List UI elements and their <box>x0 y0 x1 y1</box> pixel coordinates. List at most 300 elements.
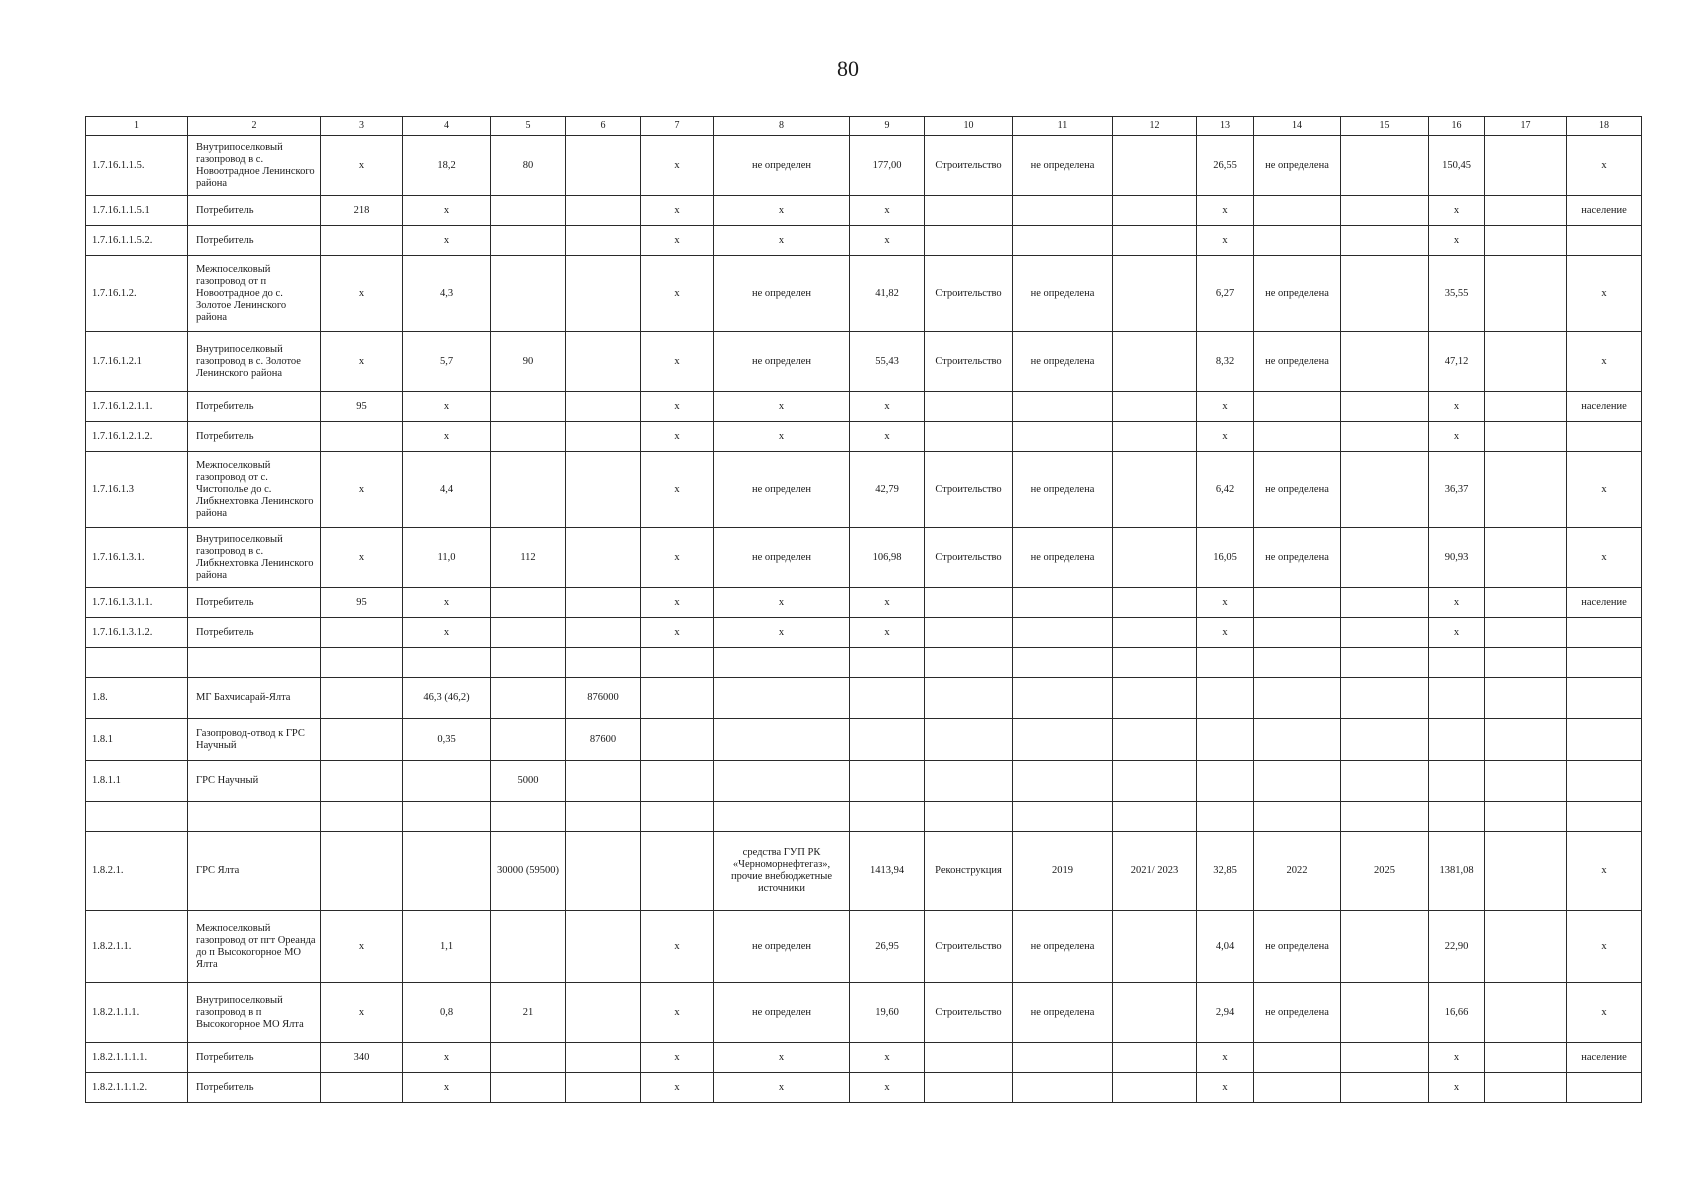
table-cell: Межпоселковый газопровод от пгт Ореанда до п Высокогорное МО Ялта <box>188 911 321 983</box>
table-cell <box>1013 1043 1113 1073</box>
table-cell <box>1113 256 1197 332</box>
header-cell: 6 <box>566 117 641 136</box>
table-cell <box>1113 196 1197 226</box>
table-cell <box>1485 802 1567 832</box>
table-cell <box>1013 1073 1113 1103</box>
table-cell: Потребитель <box>188 1073 321 1103</box>
table-cell <box>925 1043 1013 1073</box>
table-cell: Потребитель <box>188 1043 321 1073</box>
table-cell <box>850 648 925 678</box>
table-cell: 95 <box>321 392 403 422</box>
table-cell: не определена <box>1013 136 1113 196</box>
table-cell <box>566 1073 641 1103</box>
table-cell: х <box>1197 618 1254 648</box>
table-cell: не определена <box>1254 452 1341 528</box>
table-cell <box>1485 528 1567 588</box>
table-cell: х <box>321 911 403 983</box>
table-cell: х <box>714 226 850 256</box>
table-cell: х <box>1429 196 1485 226</box>
header-cell: 1 <box>86 117 188 136</box>
table-cell <box>1567 618 1642 648</box>
table-cell <box>1254 422 1341 452</box>
header-cell: 8 <box>714 117 850 136</box>
table-cell <box>1567 422 1642 452</box>
table-row <box>86 332 1642 392</box>
table-cell: 0,8 <box>403 983 491 1043</box>
table-cell: ГРС Научный <box>188 761 321 802</box>
table-cell <box>1013 719 1113 761</box>
table-cell: Потребитель <box>188 196 321 226</box>
table-cell: 80 <box>491 136 566 196</box>
table-cell: 1.7.16.1.1.5.2. <box>86 226 188 256</box>
table-cell <box>1254 588 1341 618</box>
table-cell: 1.8.2.1.1.1.2. <box>86 1073 188 1103</box>
table-cell <box>321 719 403 761</box>
table-cell: х <box>321 256 403 332</box>
table-cell <box>491 678 566 719</box>
table-cell: Строительство <box>925 256 1013 332</box>
table-cell <box>1113 422 1197 452</box>
table-cell <box>1254 719 1341 761</box>
table-cell: 36,37 <box>1429 452 1485 528</box>
table-cell: х <box>850 392 925 422</box>
table-cell <box>1341 1043 1429 1073</box>
table-cell: 1413,94 <box>850 832 925 911</box>
table-cell: не определен <box>714 256 850 332</box>
table-cell: население <box>1567 1043 1642 1073</box>
table-cell: 1381,08 <box>1429 832 1485 911</box>
table-cell: 95 <box>321 588 403 618</box>
table-cell: не определен <box>714 911 850 983</box>
table-cell <box>1341 802 1429 832</box>
table-cell <box>1485 1043 1567 1073</box>
table-cell: 1,1 <box>403 911 491 983</box>
table-cell <box>566 832 641 911</box>
table-cell: 42,79 <box>850 452 925 528</box>
table-cell <box>566 226 641 256</box>
table-cell <box>566 761 641 802</box>
table-cell: население <box>1567 392 1642 422</box>
table-cell: не определен <box>714 452 850 528</box>
table-cell <box>1429 648 1485 678</box>
table-cell: Внутрипоселковый газопровод в с. Новоотрадное Ленинского района <box>188 136 321 196</box>
table-cell: х <box>641 226 714 256</box>
table-cell <box>1013 618 1113 648</box>
table-cell <box>566 528 641 588</box>
table-cell <box>321 1073 403 1103</box>
table-cell: Потребитель <box>188 422 321 452</box>
table-cell: 11,0 <box>403 528 491 588</box>
table-cell <box>1113 332 1197 392</box>
table-cell: 1.7.16.1.3.1. <box>86 528 188 588</box>
table-cell: 2022 <box>1254 832 1341 911</box>
table-cell <box>925 588 1013 618</box>
table-cell <box>714 678 850 719</box>
table-cell <box>1485 588 1567 618</box>
table-cell: 1.7.16.1.2.1 <box>86 332 188 392</box>
table-cell: 2019 <box>1013 832 1113 911</box>
table-cell <box>925 618 1013 648</box>
table-cell <box>321 422 403 452</box>
table-cell: 90 <box>491 332 566 392</box>
table-cell <box>714 802 850 832</box>
table-cell: 22,90 <box>1429 911 1485 983</box>
table-cell <box>1341 618 1429 648</box>
table-cell: х <box>1197 1073 1254 1103</box>
table-cell <box>925 422 1013 452</box>
table-cell <box>1113 588 1197 618</box>
table-cell <box>1341 648 1429 678</box>
table-cell <box>641 648 714 678</box>
table-cell <box>1485 719 1567 761</box>
table-cell: 112 <box>491 528 566 588</box>
table-cell: х <box>1429 1043 1485 1073</box>
table-cell <box>1113 648 1197 678</box>
table-cell: х <box>641 392 714 422</box>
table-cell: х <box>1567 452 1642 528</box>
table-cell <box>491 196 566 226</box>
table-cell: х <box>1567 332 1642 392</box>
table-cell: 1.7.16.1.3 <box>86 452 188 528</box>
table-cell <box>321 802 403 832</box>
table-cell <box>1113 1073 1197 1103</box>
table-cell <box>1197 761 1254 802</box>
table-cell: Строительство <box>925 452 1013 528</box>
table-cell <box>86 802 188 832</box>
table-cell <box>1567 761 1642 802</box>
table-cell: 1.7.16.1.1.5.1 <box>86 196 188 226</box>
table-cell: х <box>1197 392 1254 422</box>
table-cell <box>491 648 566 678</box>
table-cell: 2021/ 2023 <box>1113 832 1197 911</box>
table-cell: 26,55 <box>1197 136 1254 196</box>
table-cell <box>1197 678 1254 719</box>
table-cell: х <box>403 1073 491 1103</box>
table-cell <box>925 802 1013 832</box>
table-cell: 1.8.1.1 <box>86 761 188 802</box>
table-cell <box>1197 719 1254 761</box>
table-cell <box>1567 719 1642 761</box>
table-cell <box>1013 392 1113 422</box>
table-cell: х <box>1567 911 1642 983</box>
header-cell: 10 <box>925 117 1013 136</box>
header-cell: 5 <box>491 117 566 136</box>
table-cell: не определена <box>1254 256 1341 332</box>
header-cell: 15 <box>1341 117 1429 136</box>
table-cell: не определена <box>1013 452 1113 528</box>
table-cell <box>641 802 714 832</box>
table-cell <box>714 719 850 761</box>
table-cell <box>188 802 321 832</box>
table-cell: 1.8. <box>86 678 188 719</box>
table-cell: х <box>1429 422 1485 452</box>
table-cell <box>1429 678 1485 719</box>
table-row <box>86 196 1642 226</box>
table-cell: х <box>714 422 850 452</box>
header-row <box>86 117 1642 136</box>
table-row <box>86 618 1642 648</box>
table-cell <box>566 1043 641 1073</box>
table-cell <box>641 832 714 911</box>
table-cell: х <box>714 1073 850 1103</box>
table-row <box>86 648 1642 678</box>
table-cell <box>1429 761 1485 802</box>
table-row <box>86 136 1642 196</box>
page-number: 80 <box>837 56 859 81</box>
table-cell <box>1254 802 1341 832</box>
table-cell <box>491 1073 566 1103</box>
table-cell: х <box>403 588 491 618</box>
table-cell <box>1341 1073 1429 1103</box>
table-cell <box>566 332 641 392</box>
table-row <box>86 452 1642 528</box>
table-cell <box>1341 588 1429 618</box>
table-cell <box>1113 719 1197 761</box>
table-cell <box>566 392 641 422</box>
table-cell: Межпоселковый газопровод от п Новоотрадное до с. Золотое Ленинского района <box>188 256 321 332</box>
table-cell <box>491 392 566 422</box>
table-cell <box>925 196 1013 226</box>
table-cell: х <box>641 618 714 648</box>
table-cell <box>1341 332 1429 392</box>
table-cell <box>1254 392 1341 422</box>
table-cell <box>491 226 566 256</box>
table-cell: х <box>403 422 491 452</box>
table-cell: Потребитель <box>188 588 321 618</box>
header-cell: 11 <box>1013 117 1113 136</box>
table-cell <box>321 832 403 911</box>
table-cell <box>1485 452 1567 528</box>
table-cell <box>491 719 566 761</box>
header-cell: 3 <box>321 117 403 136</box>
table-row <box>86 256 1642 332</box>
table-cell: х <box>1429 392 1485 422</box>
table-cell <box>86 648 188 678</box>
table-cell <box>1013 588 1113 618</box>
table-cell <box>850 678 925 719</box>
table-cell <box>1254 678 1341 719</box>
table-cell <box>566 256 641 332</box>
table-cell: 4,04 <box>1197 911 1254 983</box>
table-cell <box>925 678 1013 719</box>
header-cell: 9 <box>850 117 925 136</box>
table-cell: х <box>1567 528 1642 588</box>
table-cell: 1.7.16.1.3.1.2. <box>86 618 188 648</box>
table-cell <box>491 1043 566 1073</box>
table-cell <box>1197 802 1254 832</box>
header-cell: 18 <box>1567 117 1642 136</box>
table-cell <box>1113 528 1197 588</box>
table-cell: Межпоселковый газопровод от с. Чистополье до с. Либкнехтовка Ленинского района <box>188 452 321 528</box>
table-cell: х <box>403 618 491 648</box>
table-cell <box>1485 136 1567 196</box>
data-table <box>85 116 1642 1103</box>
table-cell <box>1485 678 1567 719</box>
table-cell <box>1485 911 1567 983</box>
table-cell: не определена <box>1254 332 1341 392</box>
table-cell <box>1013 761 1113 802</box>
table-cell: не определен <box>714 332 850 392</box>
table-cell <box>1013 422 1113 452</box>
table-cell: 26,95 <box>850 911 925 983</box>
table-cell <box>403 761 491 802</box>
table-cell <box>850 761 925 802</box>
table-cell: Строительство <box>925 528 1013 588</box>
table-cell <box>1567 802 1642 832</box>
table-cell: 0,35 <box>403 719 491 761</box>
table-cell: не определена <box>1013 911 1113 983</box>
table-cell: не определена <box>1254 983 1341 1043</box>
table-cell: Внутрипоселковый газопровод в п Высокогорное МО Ялта <box>188 983 321 1043</box>
table-cell: х <box>641 196 714 226</box>
table-cell <box>1113 452 1197 528</box>
table-cell <box>1485 422 1567 452</box>
table-cell <box>566 588 641 618</box>
table-cell: х <box>321 983 403 1043</box>
table-cell: х <box>321 332 403 392</box>
table-cell: х <box>714 1043 850 1073</box>
table-cell: не определена <box>1254 136 1341 196</box>
table-cell: 47,12 <box>1429 332 1485 392</box>
table-cell: х <box>1197 1043 1254 1073</box>
table-cell: х <box>1197 422 1254 452</box>
table-cell: 2025 <box>1341 832 1429 911</box>
table-cell <box>1341 761 1429 802</box>
table-cell: х <box>850 422 925 452</box>
table-cell <box>1341 452 1429 528</box>
table-cell: не определен <box>714 983 850 1043</box>
table-cell <box>566 136 641 196</box>
table-cell: х <box>1567 136 1642 196</box>
table-cell <box>925 392 1013 422</box>
table-cell <box>1429 802 1485 832</box>
table-row <box>86 802 1642 832</box>
table-cell: 8,32 <box>1197 332 1254 392</box>
table-cell <box>1341 528 1429 588</box>
table-cell: Потребитель <box>188 392 321 422</box>
table-cell <box>1485 761 1567 802</box>
table-cell <box>321 648 403 678</box>
table-cell: х <box>1429 1073 1485 1103</box>
table-cell: х <box>850 196 925 226</box>
table-cell <box>1113 983 1197 1043</box>
table-cell <box>1485 618 1567 648</box>
table-cell <box>714 761 850 802</box>
table-row <box>86 719 1642 761</box>
table-cell: 4,3 <box>403 256 491 332</box>
table-cell: 35,55 <box>1429 256 1485 332</box>
table-cell: 5,7 <box>403 332 491 392</box>
table-cell: Потребитель <box>188 618 321 648</box>
table-cell: 1.8.2.1.1.1. <box>86 983 188 1043</box>
table-cell: х <box>641 1043 714 1073</box>
table-cell: х <box>403 196 491 226</box>
table-cell <box>491 618 566 648</box>
table-cell: Строительство <box>925 332 1013 392</box>
table-cell: х <box>1567 983 1642 1043</box>
table-cell <box>1567 1073 1642 1103</box>
table-cell <box>491 256 566 332</box>
table-cell <box>1113 1043 1197 1073</box>
table-row <box>86 983 1642 1043</box>
table-cell: 1.7.16.1.3.1.1. <box>86 588 188 618</box>
table-cell: х <box>641 983 714 1043</box>
table-cell: МГ Бахчисарай-Ялта <box>188 678 321 719</box>
table-row <box>86 392 1642 422</box>
table-cell: Строительство <box>925 136 1013 196</box>
table-cell: Строительство <box>925 911 1013 983</box>
table-cell <box>1485 1073 1567 1103</box>
header-cell: 16 <box>1429 117 1485 136</box>
table-cell: 6,42 <box>1197 452 1254 528</box>
table-cell <box>1341 226 1429 256</box>
table-cell: Внутрипоселковый газопровод в с. Золотое Ленинского района <box>188 332 321 392</box>
table-cell: не определена <box>1013 983 1113 1043</box>
table-row <box>86 1043 1642 1073</box>
table-cell: Газопровод-отвод к ГРС Научный <box>188 719 321 761</box>
table-cell: х <box>1429 588 1485 618</box>
table-cell <box>403 832 491 911</box>
table-cell: х <box>321 452 403 528</box>
header-cell: 12 <box>1113 117 1197 136</box>
table-cell: х <box>641 1073 714 1103</box>
table-cell <box>566 196 641 226</box>
table-cell: х <box>850 1073 925 1103</box>
table-cell <box>850 719 925 761</box>
table-cell <box>566 422 641 452</box>
table-cell: х <box>641 911 714 983</box>
table-cell: 16,05 <box>1197 528 1254 588</box>
table-cell: Внутрипоселковый газопровод в с. Либкнехтовка Ленинского района <box>188 528 321 588</box>
table-cell: 32,85 <box>1197 832 1254 911</box>
table-cell <box>1254 226 1341 256</box>
table-cell: 1.7.16.1.2. <box>86 256 188 332</box>
table-cell: 21 <box>491 983 566 1043</box>
table-cell <box>1485 983 1567 1043</box>
table-cell: 1.8.2.1.1.1.1. <box>86 1043 188 1073</box>
table-cell: х <box>850 1043 925 1073</box>
table-row <box>86 911 1642 983</box>
table-cell <box>1485 196 1567 226</box>
table-cell <box>1113 678 1197 719</box>
table-cell: 41,82 <box>850 256 925 332</box>
table-cell: 1.8.2.1. <box>86 832 188 911</box>
table-cell: х <box>403 1043 491 1073</box>
table-cell: средства ГУП РК «Черноморнефтегаз», прочие внебюджетные источники <box>714 832 850 911</box>
table-cell: 106,98 <box>850 528 925 588</box>
table-cell <box>1341 256 1429 332</box>
table-cell: 90,93 <box>1429 528 1485 588</box>
table-cell <box>566 983 641 1043</box>
table-cell <box>491 802 566 832</box>
table-cell: Строительство <box>925 983 1013 1043</box>
table-cell <box>1485 256 1567 332</box>
table-cell <box>1113 136 1197 196</box>
table-cell: х <box>1197 588 1254 618</box>
table-cell <box>1113 761 1197 802</box>
table-cell: 177,00 <box>850 136 925 196</box>
table-cell <box>1485 332 1567 392</box>
table-cell: 150,45 <box>1429 136 1485 196</box>
table-cell <box>1197 648 1254 678</box>
table-cell <box>321 761 403 802</box>
table-row <box>86 226 1642 256</box>
table-cell: х <box>641 452 714 528</box>
table-cell: х <box>1197 196 1254 226</box>
table-cell <box>1341 196 1429 226</box>
table-cell <box>1485 648 1567 678</box>
table-cell: не определена <box>1013 332 1113 392</box>
